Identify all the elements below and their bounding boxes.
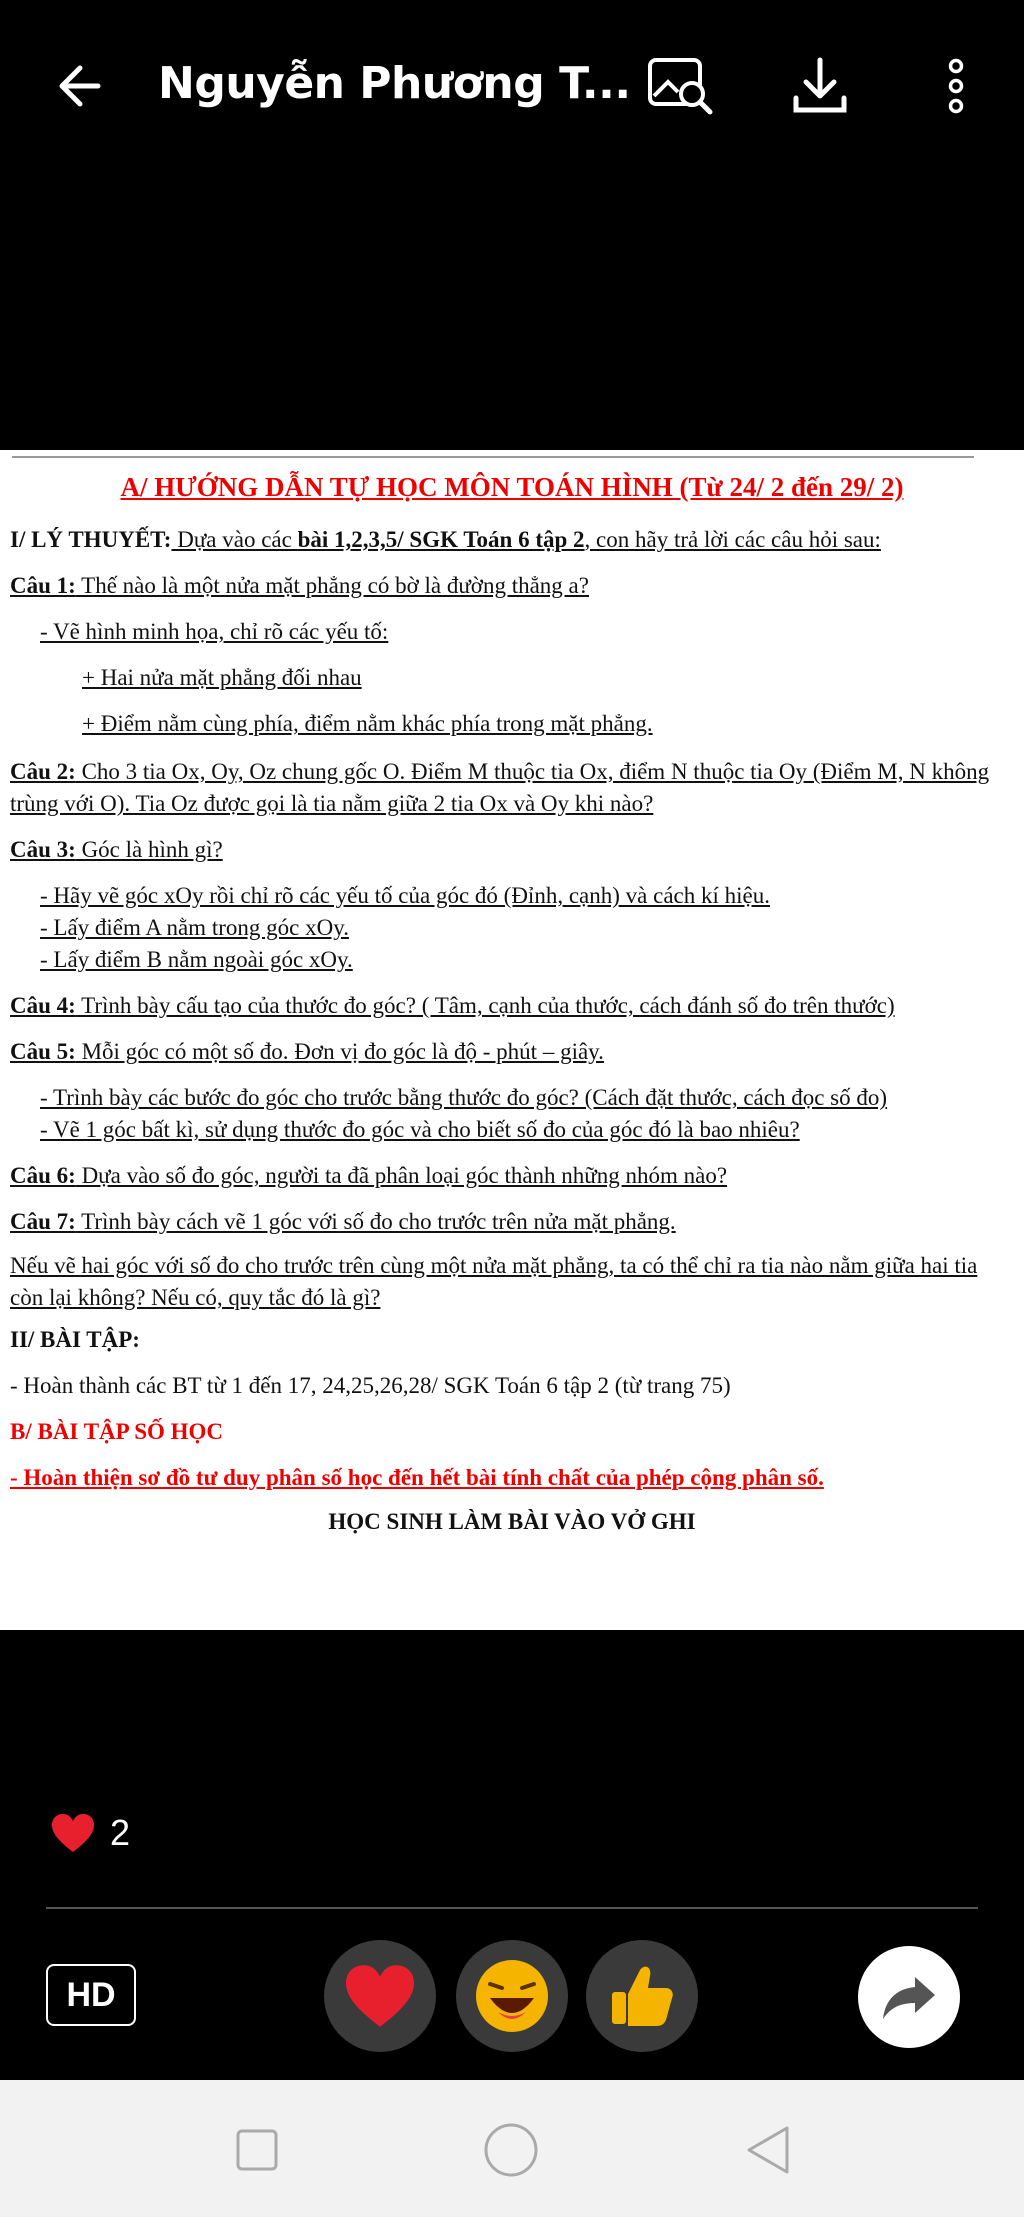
- like-count-row[interactable]: [50, 1812, 130, 1854]
- q5-label: Câu 5:: [10, 1039, 76, 1064]
- q7-label: Câu 7:: [10, 1209, 76, 1234]
- question-5: [10, 1036, 1014, 1068]
- q3-label: Câu 3:: [10, 837, 76, 862]
- question-4: [10, 990, 1014, 1022]
- share-button[interactable]: [858, 1946, 960, 2048]
- q7-extra: Nếu vẽ hai góc với số đo cho trước trên cùng một nửa mặt phẳng, ta có thể chỉ ra tia nào nằm giữa hai tia còn lại không? Nếu có, quy tắc đó là gì?: [10, 1253, 978, 1310]
- image-search-button[interactable]: [644, 48, 720, 124]
- back-button[interactable]: [44, 50, 116, 122]
- question-7: [10, 1206, 1014, 1238]
- image-search-icon: [646, 54, 718, 118]
- download-button[interactable]: [782, 48, 858, 124]
- download-icon: [788, 54, 852, 118]
- theory-label: I/ LÝ THUYẾT:: [10, 527, 172, 552]
- theory-bold: bài 1,2,3,5/ SGK Toán 6 tập 2: [297, 527, 585, 552]
- q4-label: Câu 4:: [10, 993, 76, 1018]
- q2-label: Câu 2:: [10, 759, 76, 784]
- document-image[interactable]: [0, 450, 1024, 1630]
- q5-text: Mỗi góc có một số đo. Đơn vị đo góc là độ - phút – giây.: [75, 1039, 604, 1064]
- arrow-left-icon: [52, 58, 108, 114]
- q6-label: Câu 6:: [10, 1163, 76, 1188]
- more-options-button[interactable]: [918, 48, 994, 124]
- share-icon: [881, 1973, 937, 2021]
- q1-text: Thế nào là một nửa mặt phẳng có bờ là đường thẳng a?: [75, 573, 589, 598]
- q3-bullet-2: - Lấy điểm A nằm trong góc xOy.: [40, 915, 349, 940]
- q2-text: Cho 3 tia Ox, Oy, Oz chung gốc O. Điểm M thuộc tia Ox, điểm N thuộc tia Oy (Điểm M, N không trùng với O). Tia Oz được gọi là tia nằm giữa 2 tia Ox và Oy khi nào?: [10, 759, 990, 816]
- more-vertical-icon: [944, 56, 968, 116]
- react-heart-button[interactable]: [324, 1940, 436, 2052]
- question-3: [10, 834, 1014, 866]
- top-bar: [0, 0, 1024, 170]
- home-button[interactable]: [476, 2115, 546, 2185]
- recents-button[interactable]: [222, 2115, 292, 2185]
- thumbs-up-icon: [606, 1960, 678, 2032]
- exercise-label: II/ BÀI TẬP:: [10, 1327, 140, 1352]
- divider: [12, 456, 974, 458]
- triangle-back-icon: [743, 2124, 791, 2176]
- theory-tail: , con hãy trả lời các câu hỏi sau:: [584, 527, 881, 552]
- laugh-icon: [472, 1956, 552, 2036]
- heart-icon: [50, 1812, 96, 1854]
- q1-label: Câu 1:: [10, 573, 76, 598]
- q6-text: Dựa vào số đo góc, người ta đã phân loại góc thành những nhóm nào?: [75, 1163, 728, 1188]
- circle-icon: [483, 2122, 539, 2178]
- react-laugh-button[interactable]: [456, 1940, 568, 2052]
- q5-bullet-2: - Vẽ 1 góc bất kì, sử dụng thước đo góc và cho biết số đo của góc đó là bao nhiêu?: [40, 1117, 800, 1142]
- q4-text: Trình bày cấu tạo của thước đo góc? ( Tâm, cạnh của thước, cách đánh số đo trên thước): [75, 993, 895, 1018]
- theory-text: Dựa vào các: [171, 527, 298, 552]
- section-b-title: B/ BÀI TẬP SỐ HỌC: [10, 1419, 224, 1444]
- hd-toggle[interactable]: HD: [46, 1964, 136, 2026]
- system-nav-bar: [0, 2080, 1024, 2217]
- question-6: [10, 1160, 1014, 1192]
- footer-note: HỌC SINH LÀM BÀI VÀO VỞ GHI: [328, 1509, 696, 1534]
- theory-line: [10, 524, 1014, 556]
- q7-text: Trình bày cách vẽ 1 góc với số đo cho trước trên nửa mặt phẳng.: [75, 1209, 676, 1234]
- like-count: 2: [110, 1812, 131, 1853]
- section-b-text: - Hoàn thiện sơ đồ tư duy phân số học đến hết bài tính chất của phép cộng phân số.: [10, 1465, 824, 1490]
- q3-bullet-1: - Hãy vẽ góc xOy rồi chỉ rõ các yếu tố của góc đó (Đỉnh, cạnh) và cách kí hiệu.: [40, 883, 770, 908]
- document-heading: A/ HƯỚNG DẪN TỰ HỌC MÔN TOÁN HÌNH (Từ 24/ 2 đến 29/ 2): [120, 472, 904, 502]
- q5-bullet-1: - Trình bày các bước đo góc cho trước bằng thước đo góc? (Cách đặt thước, cách đọc số đo): [40, 1085, 888, 1110]
- divider: [46, 1907, 978, 1909]
- question-2: [10, 756, 1014, 820]
- square-icon: [235, 2128, 279, 2172]
- q1-sub-2: + Điểm nằm cùng phía, điểm nằm khác phía trong mặt phẳng.: [82, 711, 653, 736]
- q3-text: Góc là hình gì?: [75, 837, 223, 862]
- exercise-text: - Hoàn thành các BT từ 1 đến 17, 24,25,26,28/ SGK Toán 6 tập 2 (từ trang 75): [10, 1373, 731, 1398]
- q1-sub-1: + Hai nửa mặt phẳng đối nhau: [82, 665, 362, 690]
- question-1: [10, 570, 1014, 602]
- heart-icon: [342, 1962, 418, 2030]
- q3-bullet-3: - Lấy điểm B nằm ngoài góc xOy.: [40, 947, 353, 972]
- react-like-button[interactable]: [586, 1940, 698, 2052]
- sender-name: Nguyễn Phương T...: [158, 58, 631, 109]
- back-nav-button[interactable]: [732, 2115, 802, 2185]
- q1-bullet: - Vẽ hình minh họa, chỉ rõ các yếu tố:: [40, 619, 389, 644]
